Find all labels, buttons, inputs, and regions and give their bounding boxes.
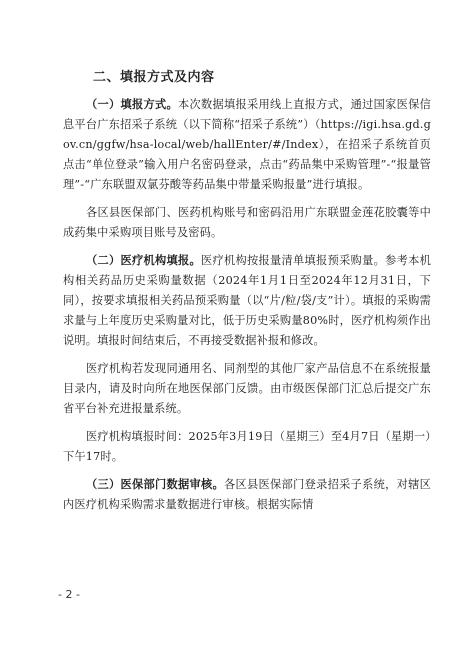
paragraph-data-review	[63, 475, 431, 515]
paragraph-text: 各区县医保部门登录招采子系统，对辖区内医疗机构采购需求量数据进行审核。根据实际情	[63, 478, 431, 511]
paragraph-text: 医疗机构按报量清单填报预采购量。参考本机构相关药品历史采购量数据（2024年1月1日至2024年12月31日，下同），按要求填报相关药品预采购量（以“片/粒/袋/支”计）。填报的采购需求量与上年度历史采购量对比，低于历史采购量80%时，医疗机构须作出说明。填报时间结束后，不再接受数据补报和修改。	[63, 254, 431, 347]
paragraph-lead: （一）填报方式。	[86, 98, 179, 111]
paragraph-text: 医疗机构若发现同通用名、同剂型的其他厂家产品信息不在系统报量目录内，请及时向所在地医保部门反馈。由市级医保部门汇总后提交广东省平台补充进报量系统。	[63, 362, 431, 415]
paragraph-medical-institution-filing	[63, 251, 431, 351]
paragraph-text: 各区县医保部门、医药机构账号和密码沿用广东联盟金莲花胶囊等中成药集中采购项目账号及密码。	[63, 206, 431, 239]
paragraph-accounts	[63, 203, 431, 243]
paragraph-filing-time	[63, 427, 431, 467]
paragraph-text: 本次数据填报采用线上直报方式，通过国家医保信息平台广东招采子系统（以下简称“招采子系统”）（https://igi.hsa.gd.gov.cn/ggfw/hsa-local/web/hallEnter/#/Index），在招采子系统首页点击“单位登录”输入用户名密码登录，点击“药品集中采购管理”-“报量管理”-“广东联盟双氯芬酸等药品集中带量采购报量”进行填报。	[63, 98, 431, 191]
paragraph-text: 医疗机构填报时间：2025年3月19日（星期三）至4月7日（星期一）下午17时。	[63, 430, 431, 463]
page-number: - 2 -	[58, 588, 80, 601]
paragraph-lead: （二）医疗机构填报。	[86, 254, 202, 267]
paragraph-filing-method	[63, 95, 431, 195]
paragraph-feedback	[63, 359, 431, 419]
section-heading: 二、填报方式及内容	[93, 70, 215, 85]
paragraph-lead: （三）医保部门数据审核。	[86, 478, 225, 491]
document-body	[63, 68, 431, 523]
